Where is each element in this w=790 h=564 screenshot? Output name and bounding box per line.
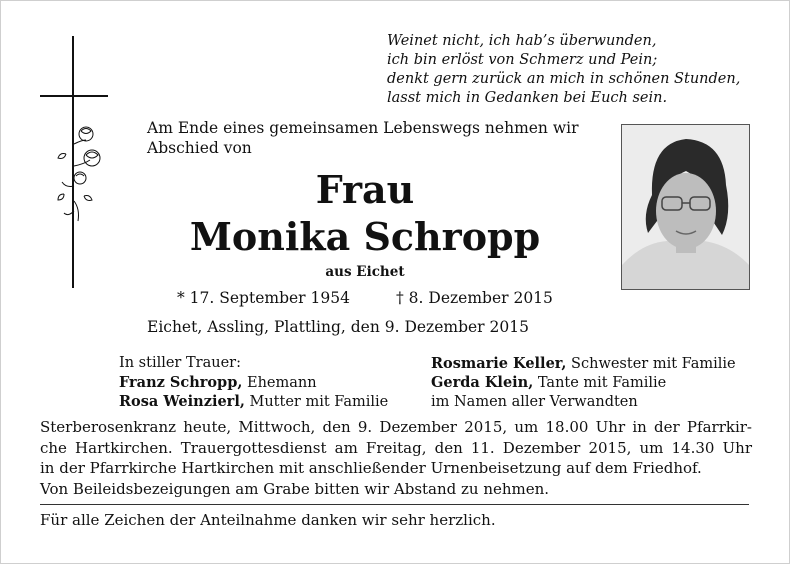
mourner-name: Rosa Weinzierl, <box>119 393 245 410</box>
verse-line: denkt gern zurück an mich in schönen Stunden, <box>387 71 741 87</box>
mourner-relation: Tante mit Familie <box>533 375 667 391</box>
mourners-heading: In stiller Trauer: <box>119 355 241 371</box>
service-details <box>40 417 752 499</box>
verse-line: ich bin erlöst von Schmerz und Pein; <box>387 52 658 68</box>
service-line: Von Beileidsbezeigungen am Grabe bitten wir Abstand zu nehmen. <box>40 479 550 498</box>
birth-date: * 17. September 1954 <box>177 289 350 307</box>
mourners-left <box>119 354 388 411</box>
death-date: † 8. Dezember 2015 <box>396 289 553 307</box>
deceased-name: Monika Schropp <box>189 214 541 259</box>
intro-text <box>147 118 578 158</box>
service-line: Sterberosenkranz heute, Mittwoch, den 9. Dezember 2015, um 18.00 Uhr in der Pfarrkir- <box>40 418 752 436</box>
salutation: Frau <box>315 167 415 212</box>
mourner-name: Franz Schropp, <box>119 374 243 391</box>
mourner-name: Rosmarie Keller, <box>431 355 567 372</box>
mourners-right <box>431 354 736 411</box>
service-line: che Hartkirchen. Trauergottesdienst am Freitag, den 11. Dezember 2015, um 14.30 Uhr <box>40 438 752 457</box>
mourner-entry <box>431 373 736 392</box>
origin: aus Eichet <box>325 264 405 280</box>
mourner-relation: Schwester mit Familie <box>566 356 736 372</box>
portrait-photo <box>621 124 750 290</box>
intro-line: Am Ende eines gemeinsamen Lebenswegs nehmen wir <box>147 119 579 137</box>
service-line: in der Pfarrkirche Hartkirchen mit anschließender Urnenbeisetzung auf dem Friedhof. <box>40 459 702 477</box>
mourner-entry <box>431 392 736 411</box>
mourner-relation: Ehemann <box>242 375 317 391</box>
place-and-date: Eichet, Assling, Plattling, den 9. Dezember 2015 <box>147 318 529 336</box>
intro-line: Abschied von <box>147 139 252 157</box>
thanks-text: Für alle Zeichen der Anteilnahme danken wir sehr herzlich. <box>40 511 496 529</box>
verse-line: Weinet nicht, ich hab’s überwunden, <box>387 33 657 49</box>
verse <box>387 32 740 108</box>
mourner-name: Gerda Klein, <box>431 374 534 391</box>
mourner-relation: Mutter mit Familie <box>244 394 389 410</box>
cross-with-roses-icon <box>40 36 112 288</box>
mourner-entry <box>431 354 736 373</box>
divider <box>40 504 749 505</box>
mourner-entry <box>119 373 388 392</box>
mourner-relation: im Namen aller Verwandten <box>431 394 638 410</box>
mourner-entry <box>119 392 388 411</box>
verse-line: lasst mich in Gedanken bei Euch sein. <box>387 90 668 106</box>
